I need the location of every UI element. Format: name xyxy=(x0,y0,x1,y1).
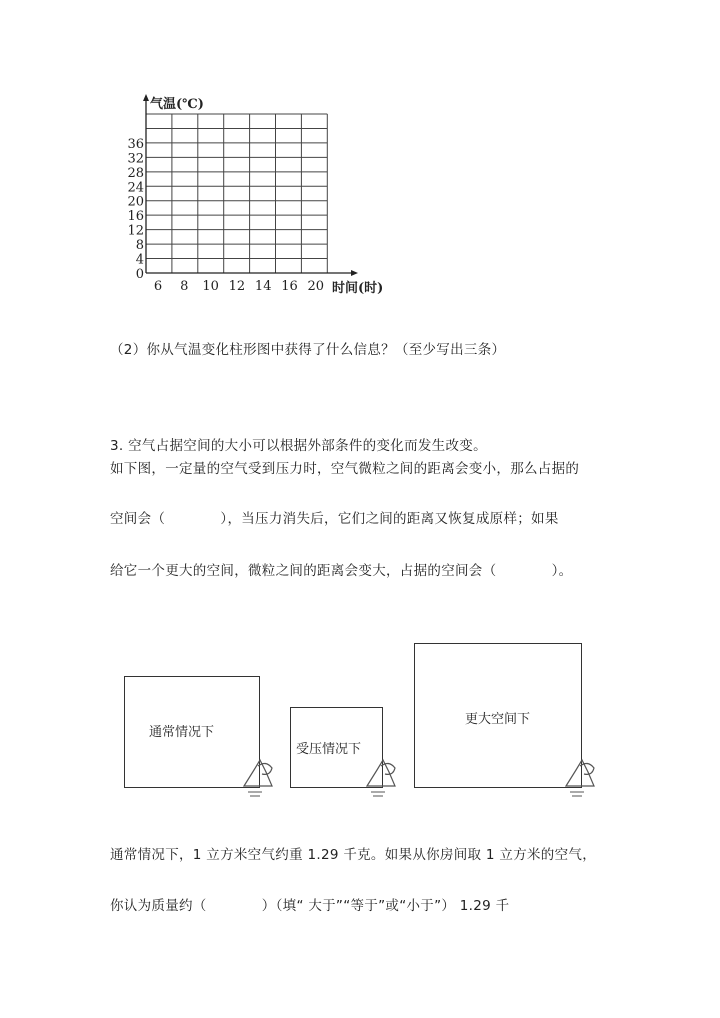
temperature-chart xyxy=(0,0,720,310)
mouse-icon xyxy=(562,752,598,802)
box-larger xyxy=(414,643,582,788)
y-tick-label: 28 xyxy=(127,165,144,181)
x-tick-label: 12 xyxy=(228,279,246,294)
y-tick-label: 8 xyxy=(135,238,144,254)
y-axis-arrow xyxy=(143,94,149,101)
box-larger-label: 更大空间下 xyxy=(465,712,531,727)
box-normal-label: 通常情况下 xyxy=(149,725,215,740)
mouse-icon xyxy=(363,752,399,802)
y-tick-label: 20 xyxy=(127,194,144,210)
y-tick-label: 36 xyxy=(127,136,144,152)
y-tick-label: 24 xyxy=(127,180,144,196)
x-tick-label: 14 xyxy=(254,279,272,294)
question-3-line-4: 通常情况下，1 立方米空气约重 1.29 千克。如果从你房间取 1 立方米的空气， xyxy=(110,847,596,863)
y-tick-label: 32 xyxy=(127,151,144,167)
y-tick-label: 0 xyxy=(135,267,144,282)
y-tick-label: 16 xyxy=(127,209,144,225)
question-3-line-3: 给它一个更大的空间，微粒之间的距离会变大，占据的空间会（ ）。 xyxy=(110,563,573,579)
mouse-icon xyxy=(240,752,276,802)
x-axis-label: 时间(时) xyxy=(332,281,384,296)
x-tick-label: 10 xyxy=(202,279,219,294)
y-axis-label: 气温(℃) xyxy=(150,97,204,112)
x-tick-label: 8 xyxy=(180,279,189,294)
question-3-title: 3. 空气占据空间的大小可以根据外部条件的变化而发生改变。 xyxy=(110,438,487,454)
question-3-line-5: 你认为质量约（ ）（填“ 大于”“等于”或“小于”） 1.29 千 xyxy=(110,898,510,914)
y-tick-label: 12 xyxy=(127,223,144,239)
x-tick-label: 16 xyxy=(281,279,298,294)
box-compressed-label: 受压情况下 xyxy=(296,742,362,757)
x-tick-label: 6 xyxy=(153,279,163,294)
question-2: （2）你从气温变化柱形图中获得了什么信息？（至少写出三条） xyxy=(110,342,506,358)
x-tick-label: 20 xyxy=(307,279,325,294)
question-3-line-2: 空间会（ ），当压力消失后，它们之间的距离又恢复成原样；如果 xyxy=(110,511,559,527)
y-tick-label: 4 xyxy=(135,252,144,268)
question-3-line-1: 如下图，一定量的空气受到压力时，空气微粒之间的距离会变小，那么占据的 xyxy=(110,461,580,477)
x-axis-arrow xyxy=(351,270,358,276)
